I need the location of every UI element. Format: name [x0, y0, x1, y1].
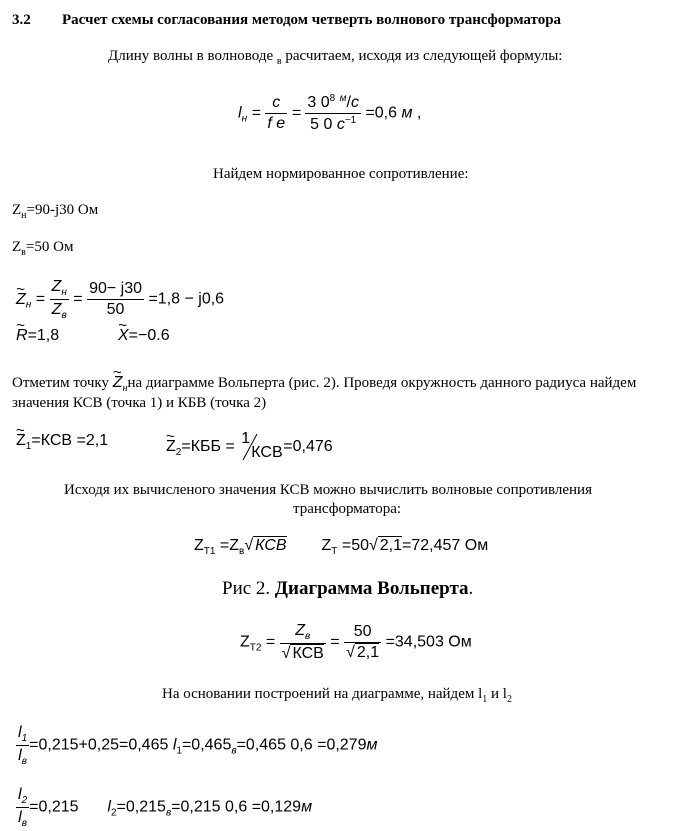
figure-caption-dot: .: [468, 578, 474, 599]
eq-norm: ~ $Z_н$ = $\frac{Z_н}{Z_в}$ = $\frac{90- j30}{50}$ =1,8 − j0,6: [16, 278, 224, 321]
zt2-frac1: [280, 622, 326, 663]
zn-value: =90-j30 Ом: [26, 202, 99, 218]
l1-den: [16, 746, 29, 767]
zt2-den2-text: 2,1: [356, 644, 380, 661]
eq-lambda-den2-text: 5 0: [310, 116, 333, 133]
eq-lambda-frac1: [265, 94, 287, 133]
l1-lv-sub: в: [231, 745, 237, 757]
zn-symbol: Z: [12, 202, 22, 218]
para1-z: ~ Z: [113, 374, 123, 392]
zt2-num1-text: Z: [295, 622, 306, 639]
l2-den: [16, 808, 29, 829]
eq-sign: =: [251, 104, 261, 122]
intro-subscript: в: [276, 56, 282, 67]
eq-norm-lhs: ~ Z: [16, 291, 26, 309]
norm-title: Найдем нормированное сопротивление:: [213, 166, 469, 182]
l2-mid: =0,215: [29, 798, 79, 816]
zt-value: =50: [341, 537, 369, 554]
section-title: Расчет схемы согласования методом четверть волнового трансформатора: [62, 12, 562, 28]
eq-norm-lhs-sub: н: [25, 299, 32, 311]
z2-value: =0,476: [283, 438, 333, 456]
eq-lambda-num2-text: 3 0: [307, 94, 330, 111]
l1-result: =0,465 0,6 =0,279: [236, 736, 367, 754]
l2-result: =0,215 0,6 =0,129: [171, 798, 302, 816]
eq-lambda-unit: м: [401, 104, 413, 122]
l2-value: =0,215: [116, 798, 166, 816]
l2-symbol: l: [107, 798, 111, 816]
eq-lambda-den1: f e: [267, 115, 286, 132]
para3-sub2: 2: [506, 694, 512, 705]
figure-caption: [222, 578, 473, 600]
l2-den-text: l: [18, 809, 22, 826]
eq-norm-den2: 50: [106, 301, 125, 318]
zt1-sqrt: КСВ: [255, 537, 287, 554]
intro-tail: расчитаем, исходя из следующей формулы:: [285, 48, 563, 64]
para3-sub1: 1: [482, 694, 488, 705]
z1-sub: 1: [25, 441, 32, 452]
eq-ksv: [16, 432, 108, 452]
eq-l1: [16, 724, 377, 767]
eq-lambda-num1: c: [265, 94, 287, 114]
l1-num: [16, 724, 29, 746]
z2-den: КСВ: [251, 444, 283, 461]
zt2-symbol: Z: [240, 633, 250, 651]
figure-caption-title: Диаграмма Вольперта: [274, 578, 469, 599]
zt1-rhs: =Z: [219, 537, 240, 554]
eq-norm-result: =1,8 − j0,6: [148, 290, 225, 308]
eq-kbv: [166, 432, 333, 462]
eq-lambda-num2-unit: м: [339, 93, 347, 104]
z2-symbol: ~ Z: [166, 438, 176, 456]
zt1-sub: Т1: [203, 546, 216, 557]
l2-unit: м: [301, 798, 313, 816]
x-value: =−0.6: [128, 327, 170, 344]
eq-lambda-result: =0,6: [365, 104, 397, 122]
l2-den-sub: в: [21, 818, 27, 829]
eq-norm-num1: [50, 278, 69, 300]
eq-norm-num1-text: Z: [51, 278, 62, 295]
eq-lambda-tail: ,: [416, 104, 422, 122]
l2-num-text: l: [18, 786, 22, 803]
eq-lambda-num2-exp: 8: [329, 93, 336, 104]
l1-den-text: l: [18, 747, 22, 764]
z2-slash-frac: [239, 432, 283, 462]
intro-paragraph: [108, 48, 562, 67]
para3-text-b: и l: [487, 686, 507, 702]
zt1-rhs-sub: в: [239, 546, 245, 557]
x-symbol: ~ X: [118, 327, 129, 345]
eq-norm-den1-sub: в: [61, 310, 67, 321]
eq-norm-num1-sub: н: [61, 287, 67, 298]
r-symbol: ~ R: [16, 327, 28, 345]
eq-x: [118, 327, 170, 345]
para1-text-a: Отметим точку: [12, 375, 109, 391]
l1-symbol: l: [172, 736, 177, 754]
eq-lambda-den2: [305, 114, 361, 134]
zt-result: =72,457 Ом: [402, 537, 489, 554]
zt2-sub: Т2: [249, 642, 262, 654]
eq-norm-num2: 90− j30: [87, 280, 144, 300]
zv-sub: в: [21, 247, 26, 258]
para1-text-b: на диаграмме Вольперта (рис. 2). Проведя окружность данного радиуса найдем: [127, 375, 637, 391]
eq-norm-frac1: [50, 278, 69, 321]
z1-value: =КСВ =2,1: [31, 432, 109, 449]
eq-r: [16, 327, 59, 345]
para3: [162, 686, 512, 705]
zt2-num2: 50: [344, 623, 381, 643]
l2-lv-sub: в: [165, 807, 172, 819]
eq-sign: =: [291, 104, 301, 122]
z2-mid: =КББ =: [181, 438, 235, 456]
z2-sub: 2: [175, 447, 182, 459]
zt2-num1-sub: в: [305, 631, 311, 642]
zt2-result: =34,503 Ом: [385, 633, 472, 651]
zn-sub: н: [21, 210, 27, 221]
l1-den-sub: в: [21, 756, 27, 767]
eq-lambda-lhs-sub: н: [241, 113, 248, 125]
para3-text-a: На основании построений на диаграмме, найдем l: [162, 686, 483, 702]
eq-lambda-lhs: l: [238, 104, 242, 122]
z2-num: 1: [241, 430, 251, 447]
zt2-den1: √ КСВ: [281, 645, 324, 662]
zt2-den1-text: КСВ: [292, 645, 324, 662]
l1-frac: [16, 724, 29, 767]
l2-num: [16, 786, 29, 808]
l1-sub: 1: [176, 745, 182, 757]
zt-symbol: Z: [321, 537, 332, 554]
eq-zt1: $Z_{Т1} =Z_в√$ КСВ $Z_Т =50√$ 2,1=72,457 Ом: [194, 537, 489, 557]
zt2-frac2: [344, 623, 381, 662]
zn-line: [12, 202, 98, 221]
intro-text: Длину волны в волноводе: [108, 48, 274, 64]
l1-value: =0,465: [181, 736, 232, 754]
para1-z-sub: н: [122, 383, 128, 394]
zt-sub: Т: [331, 546, 338, 557]
eq-zt2: $Z_{Т2}$ = $\frac{Z_в}{\text{√ КСВ}}$ = $\frac{50}{√ 2,1}$ =34,503 Ом: [240, 622, 472, 662]
eq-lambda-frac2: [305, 93, 361, 134]
zt1-symbol: Z: [194, 537, 204, 554]
zv-value: =50 Ом: [25, 239, 74, 255]
zv-symbol: Z: [12, 239, 22, 255]
zt2-den2: √ 2,1: [346, 644, 380, 661]
figure-caption-prefix: Рис 2.: [222, 578, 275, 599]
zt2-num1: [280, 622, 326, 644]
l2-num-sub: 2: [21, 795, 28, 806]
para1-line1: [12, 374, 636, 394]
eq-norm-den1-text: Z: [51, 301, 62, 318]
l2-frac: [16, 786, 29, 829]
eq-lambda-den2-exp: −1: [344, 115, 357, 126]
l1-num-sub: 1: [21, 733, 28, 744]
zv-line: [12, 239, 73, 258]
para2-line1: Исходя их вычисленого значения КСВ можно вычислить волновые сопротивления: [64, 482, 592, 498]
eq-l2: [16, 786, 312, 829]
l1-num-text: l: [18, 724, 22, 741]
para1-line2: значения КСВ (точка 1) и КБВ (точка 2): [12, 395, 267, 411]
eq-lambda-num2: 3 $0^8$ $^м$/c: [305, 93, 361, 114]
eq-norm-frac2: [87, 280, 144, 319]
z1-symbol: ~ Z: [16, 432, 26, 450]
section-number: 3.2: [12, 12, 31, 28]
l1-unit: м: [366, 736, 378, 754]
eq-norm-den1: [50, 300, 69, 321]
eq-lambda-num2-c: c: [350, 94, 359, 111]
l1-mid: =0,215+0,25=0,465: [29, 736, 169, 754]
eq-lambda-den2-unit: c: [336, 116, 345, 133]
r-value: =1,8: [27, 327, 60, 344]
para2-line2: трансформатора:: [293, 501, 402, 517]
l2-sub: 2: [110, 807, 117, 819]
eq-lambda: [238, 93, 421, 134]
zt-sqrt: 2,1: [379, 537, 403, 554]
